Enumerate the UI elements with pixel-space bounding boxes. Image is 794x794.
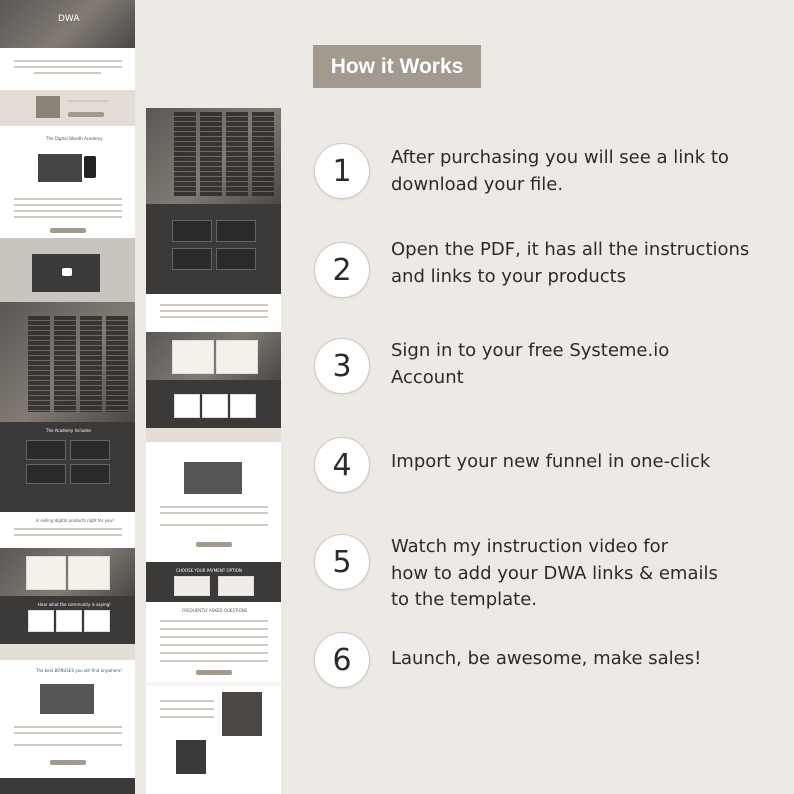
modules-section <box>0 302 135 422</box>
step-number-circle: 3 <box>314 338 370 394</box>
step-text: Import your new funnel in one-click <box>391 451 711 472</box>
step-number-circle: 1 <box>314 143 370 199</box>
step-text: After purchasing you will see a link to download your file. <box>391 147 729 195</box>
community-section <box>0 596 135 644</box>
includes-section <box>146 204 281 294</box>
modules-section <box>146 108 281 204</box>
question-title: Is selling digital products right for you? <box>36 518 115 523</box>
step-number-circle: 2 <box>314 242 370 298</box>
stats-bar <box>0 644 135 660</box>
question-section <box>146 294 281 332</box>
video-section <box>0 238 135 302</box>
step-number-circle: 5 <box>314 534 370 590</box>
stats-bar <box>146 428 281 442</box>
question-section <box>0 512 135 548</box>
preview-strip-middle <box>146 108 281 794</box>
video-intro-section <box>0 90 135 126</box>
benefits-section <box>146 332 281 380</box>
payment-section <box>146 562 281 602</box>
hero-title: DWA <box>58 14 80 24</box>
bonus-title: The best BONUSES you will find anywhere! <box>36 668 122 673</box>
bonus-section <box>0 660 135 778</box>
includes-title: The Academy Includes <box>46 428 92 433</box>
includes-section <box>0 422 135 512</box>
step-text: Launch, be awesome, make sales! <box>391 648 702 669</box>
hero-banner <box>0 0 135 48</box>
benefits-section <box>0 548 135 596</box>
step-text: Watch my instruction video for how to add your DWA links & emails to the template. <box>391 536 718 610</box>
academy-section <box>0 126 135 238</box>
faq-section <box>146 602 281 682</box>
community-title: Hear what the community is saying! <box>38 602 111 607</box>
step-text: Sign in to your free Systeme.io Account <box>391 340 670 388</box>
intro-section <box>0 48 135 90</box>
academy-title: The Digital Wealth Academy <box>46 136 103 141</box>
how-it-works-title: How it Works <box>313 45 481 88</box>
faq-title: FREQUENTLY ASKED QUESTIONS <box>182 608 248 613</box>
step-text: Open the PDF, it has all the instructions and links to your products <box>391 239 750 287</box>
about-section <box>146 686 281 794</box>
bonus-section <box>146 442 281 562</box>
payment-title: CHOOSE YOUR PAYMENT OPTION <box>176 568 242 573</box>
step-number-circle: 6 <box>314 632 370 688</box>
community-section <box>146 380 281 428</box>
preview-strip-left <box>0 0 135 794</box>
payment-banner <box>0 778 135 794</box>
step-number-circle: 4 <box>314 437 370 493</box>
